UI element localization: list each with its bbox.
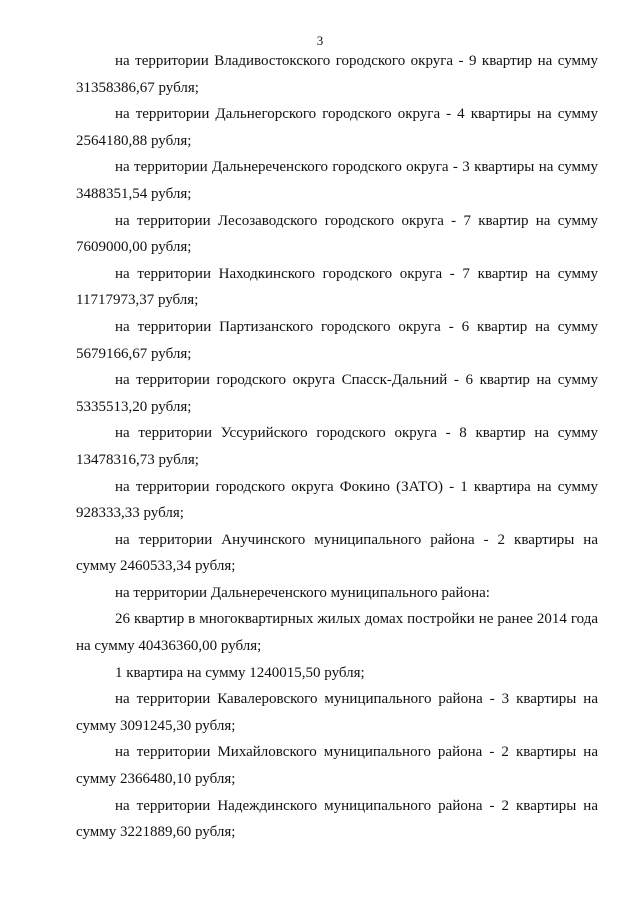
paragraph-partizansk: на территории Партизанского городского округа - 6 квартир на сумму 5679166,67 рубля; [76,318,598,362]
paragraph-lesozavodsk: на территории Лесозаводского городского округа - 7 квартир на сумму 7609000,00 рубля; [76,212,598,256]
paragraph-dalnerechensk-city: на территории Дальнереченского городского округа - 3 квартиры на сумму 3488351,54 рубля; [76,159,598,202]
paragraph-mikhaylovka: на территории Михайловского муниципального района - 2 квартиры на сумму 2366480,10 рубля; [76,744,598,788]
paragraph-dalnerechensk-district: на территории Дальнереченского муниципального района: [115,584,490,601]
paragraph-1-apartment: 1 квартира на сумму 1240015,50 рубля; [115,664,365,681]
page-number: 3 [316,33,324,48]
paragraph-ussuriysk: на территории Уссурийского городского округа - 8 квартир на сумму 13478316,73 рубля; [76,425,598,468]
paragraph-kavalerovo: на территории Кавалеровского муниципального района - 3 квартиры на сумму 3091245,30 рубля; [76,691,598,734]
paragraph-anuchino: на территории Анучинского муниципального района - 2 квартиры на сумму 2460533,34 рубля; [76,531,598,575]
document-body [76,48,598,846]
paragraph-dalnegorsk: на территории Дальнегорского городского округа - 4 квартиры на сумму 2564180,88 рубля; [76,106,598,149]
paragraph-fokino: на территории городского округа Фокино (ЗАТО) - 1 квартира на сумму 928333,33 рубля; [76,478,598,522]
paragraph-nakhodka: на территории Находкинского городского округа - 7 квартир на сумму 11717973,37 рубля; [76,265,598,309]
paragraph-vladivostok: на территории Владивостокского городского округа - 9 квартир на сумму 31358386,67 рубля; [76,53,598,96]
paragraph-nadezhdinsky: на территории Надеждинского муниципального района - 2 квартиры на сумму 3221889,60 рубля; [76,797,598,841]
paragraph-26-apartments: 26 квартир в многоквартирных жилых домах постройки не ранее 2014 года на сумму 40436360,00 рубля; [76,611,598,655]
paragraph-spassk-dalny: на территории городского округа Спасск-Дальний - 6 квартир на сумму 5335513,20 рубля; [76,372,598,415]
